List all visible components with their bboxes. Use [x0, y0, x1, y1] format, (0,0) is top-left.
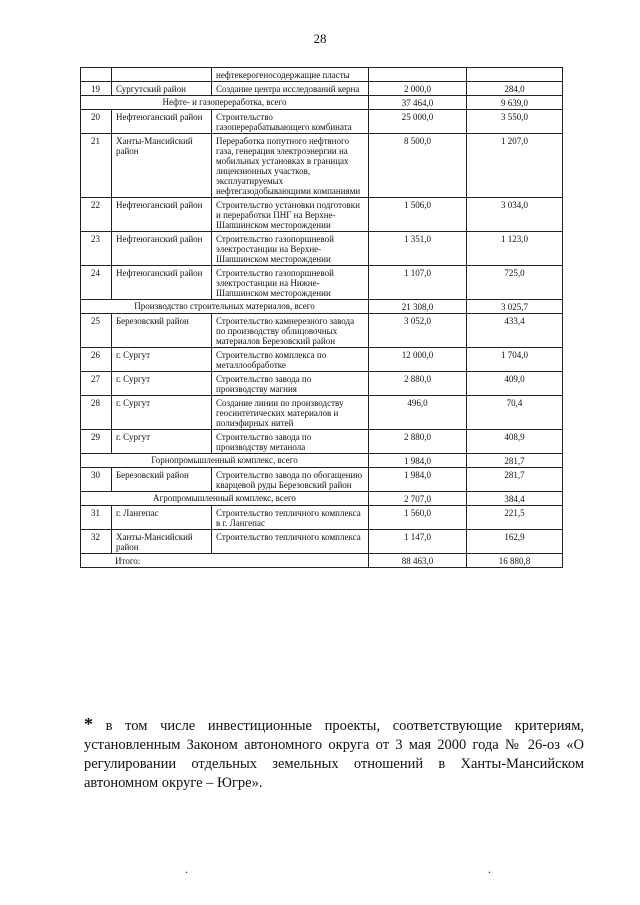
- subtotal-row: [81, 454, 563, 468]
- row-number: 24: [81, 266, 112, 300]
- value-budget-cell: 433,4: [467, 314, 563, 348]
- value-budget-cell: 281,7: [467, 454, 563, 468]
- table-row: [81, 314, 563, 348]
- table-row: [81, 430, 563, 454]
- row-number: 29: [81, 430, 112, 454]
- total-row: [81, 554, 563, 568]
- value-budget-cell: 384,4: [467, 492, 563, 506]
- subtotal-label: Нефте- и газопереработка, всего: [81, 96, 369, 110]
- investment-projects-table: [80, 67, 563, 568]
- value-total-cell: 8 500,0: [369, 134, 467, 198]
- table-row: [81, 134, 563, 198]
- value-budget-cell: 9 639,0: [467, 96, 563, 110]
- description-cell: Строительство газопоршневой электростанции на Верхне-Шапшинском месторождении: [212, 232, 369, 266]
- description-cell: Строительство тепличного комплекса: [212, 530, 369, 554]
- value-total-cell: 12 000,0: [369, 348, 467, 372]
- value-total-cell: 21 308,0: [369, 300, 467, 314]
- page-number: 28: [313, 31, 327, 46]
- district-cell: Нефтеюганский район: [112, 198, 212, 232]
- value-budget-cell: 162,9: [467, 530, 563, 554]
- row-number: 31: [81, 506, 112, 530]
- value-budget-cell: 281,7: [467, 468, 563, 492]
- table-row: [81, 348, 563, 372]
- description-cell: Строительство камнерезного завода по производству облицовочных материалов Березовский район: [212, 314, 369, 348]
- description-cell: Строительство тепличного комплекса в г. Лангепас: [212, 506, 369, 530]
- subtotal-row: [81, 492, 563, 506]
- row-number: 20: [81, 110, 112, 134]
- footnote-text: в том числе инвестиционные проекты, соответствующие критериям, установленным Законом автономного округа от 3 мая 2000 года № 26-оз «О регулировании отдельных земельных отношений в Ханты-Мансийском автономном округе – Югре».: [84, 718, 585, 791]
- description-cell: Создание центра исследований керна: [212, 82, 369, 96]
- row-number: 30: [81, 468, 112, 492]
- table-row: [81, 198, 563, 232]
- row-number: 28: [81, 396, 112, 430]
- description-cell: Строительство газопоршневой электростанции на Нижне-Шапшинском месторождении: [212, 266, 369, 300]
- district-cell: Березовский район: [112, 314, 212, 348]
- district-cell: г. Лангепас: [112, 506, 212, 530]
- value-budget-cell: 16 880,8: [467, 554, 563, 568]
- row-number: 23: [81, 232, 112, 266]
- total-label: Итого:: [81, 554, 369, 568]
- table-row: [81, 266, 563, 300]
- row-number: 21: [81, 134, 112, 198]
- value-budget-cell: 3 025,7: [467, 300, 563, 314]
- row-number: 22: [81, 198, 112, 232]
- row-number: 26: [81, 348, 112, 372]
- value-budget-cell: 284,0: [467, 82, 563, 96]
- district-cell: Сургутский район: [112, 82, 212, 96]
- table-row: [81, 468, 563, 492]
- value-total-cell: 496,0: [369, 396, 467, 430]
- district-cell: Ханты-Мансийский район: [112, 530, 212, 554]
- district-cell: г. Сургут: [112, 430, 212, 454]
- district-cell: Ханты-Мансийский район: [112, 134, 212, 198]
- table-row: [81, 110, 563, 134]
- scan-dot-right: .: [488, 862, 491, 876]
- table-row: [81, 530, 563, 554]
- value-total-cell: 1 107,0: [369, 266, 467, 300]
- value-budget-cell: 725,0: [467, 266, 563, 300]
- value-budget-cell: 221,5: [467, 506, 563, 530]
- district-cell: г. Сургут: [112, 348, 212, 372]
- value-total-cell: 1 984,0: [369, 468, 467, 492]
- subtotal-label: Производство строительных материалов, всего: [81, 300, 369, 314]
- value-total-cell: 1 506,0: [369, 198, 467, 232]
- description-cell: Переработка попутного нефтяного газа, генерация электроэнергии на мобильных установках в границах лицензионных участков, эксплуатируемых нефтегазодобывающими компаниями: [212, 134, 369, 198]
- description-cell: Строительство газоперерабатывающего комбината: [212, 110, 369, 134]
- description-cell: нефтекерогеносодержащие пласты: [212, 68, 369, 82]
- subtotal-label: Горнопромышленный комплекс, всего: [81, 454, 369, 468]
- value-budget-cell: 408,9: [467, 430, 563, 454]
- value-total-cell: 2 707,0: [369, 492, 467, 506]
- value-budget-cell: 1 123,0: [467, 232, 563, 266]
- district-cell: Нефтеюганский район: [112, 232, 212, 266]
- value-total-cell: 37 464,0: [369, 96, 467, 110]
- table-row: [81, 396, 563, 430]
- table-row-continued: [81, 68, 563, 82]
- subtotal-label: Агропромышленный комплекс, всего: [81, 492, 369, 506]
- footnote-mark: *: [84, 714, 93, 734]
- value-total-cell: 88 463,0: [369, 554, 467, 568]
- value-budget-cell: 3 034,0: [467, 198, 563, 232]
- value-total-cell: 2 880,0: [369, 372, 467, 396]
- row-number: 19: [81, 82, 112, 96]
- value-total-cell: 1 984,0: [369, 454, 467, 468]
- value-total-cell: 2 880,0: [369, 430, 467, 454]
- district-cell: Березовский район: [112, 468, 212, 492]
- subtotal-row: [81, 300, 563, 314]
- description-cell: Строительство завода по обогащению кварцевой руды Березовский район: [212, 468, 369, 492]
- value-budget-cell: 70,4: [467, 396, 563, 430]
- subtotal-row: [81, 96, 563, 110]
- row-number: 27: [81, 372, 112, 396]
- value-budget-cell: 1 704,0: [467, 348, 563, 372]
- value-total-cell: 2 000,0: [369, 82, 467, 96]
- value-total-cell: 3 052,0: [369, 314, 467, 348]
- district-cell: Нефтеюганский район: [112, 110, 212, 134]
- value-budget-cell: 3 550,0: [467, 110, 563, 134]
- value-total-cell: 1 147,0: [369, 530, 467, 554]
- scan-dot-left: .: [185, 862, 188, 876]
- table-row: [81, 82, 563, 96]
- table-row: [81, 506, 563, 530]
- description-cell: Создание линии по производству геосинтетических материалов и полиэфирных нитей: [212, 396, 369, 430]
- value-budget-cell: 1 207,0: [467, 134, 563, 198]
- value-total-cell: 1 351,0: [369, 232, 467, 266]
- footnote: [84, 715, 584, 793]
- description-cell: Строительство завода по производству магния: [212, 372, 369, 396]
- table-row: [81, 372, 563, 396]
- row-number: 25: [81, 314, 112, 348]
- district-cell: г. Сургут: [112, 396, 212, 430]
- description-cell: Строительство установки подготовки и переработки ПНГ на Верхне-Шапшинском месторождении: [212, 198, 369, 232]
- value-total-cell: 1 560,0: [369, 506, 467, 530]
- district-cell: г. Сургут: [112, 372, 212, 396]
- value-budget-cell: 409,0: [467, 372, 563, 396]
- district-cell: Нефтеюганский район: [112, 266, 212, 300]
- description-cell: Строительство комплекса по металлообработке: [212, 348, 369, 372]
- table-row: [81, 232, 563, 266]
- value-total-cell: 25 000,0: [369, 110, 467, 134]
- description-cell: Строительство завода по производству метанола: [212, 430, 369, 454]
- row-number: 32: [81, 530, 112, 554]
